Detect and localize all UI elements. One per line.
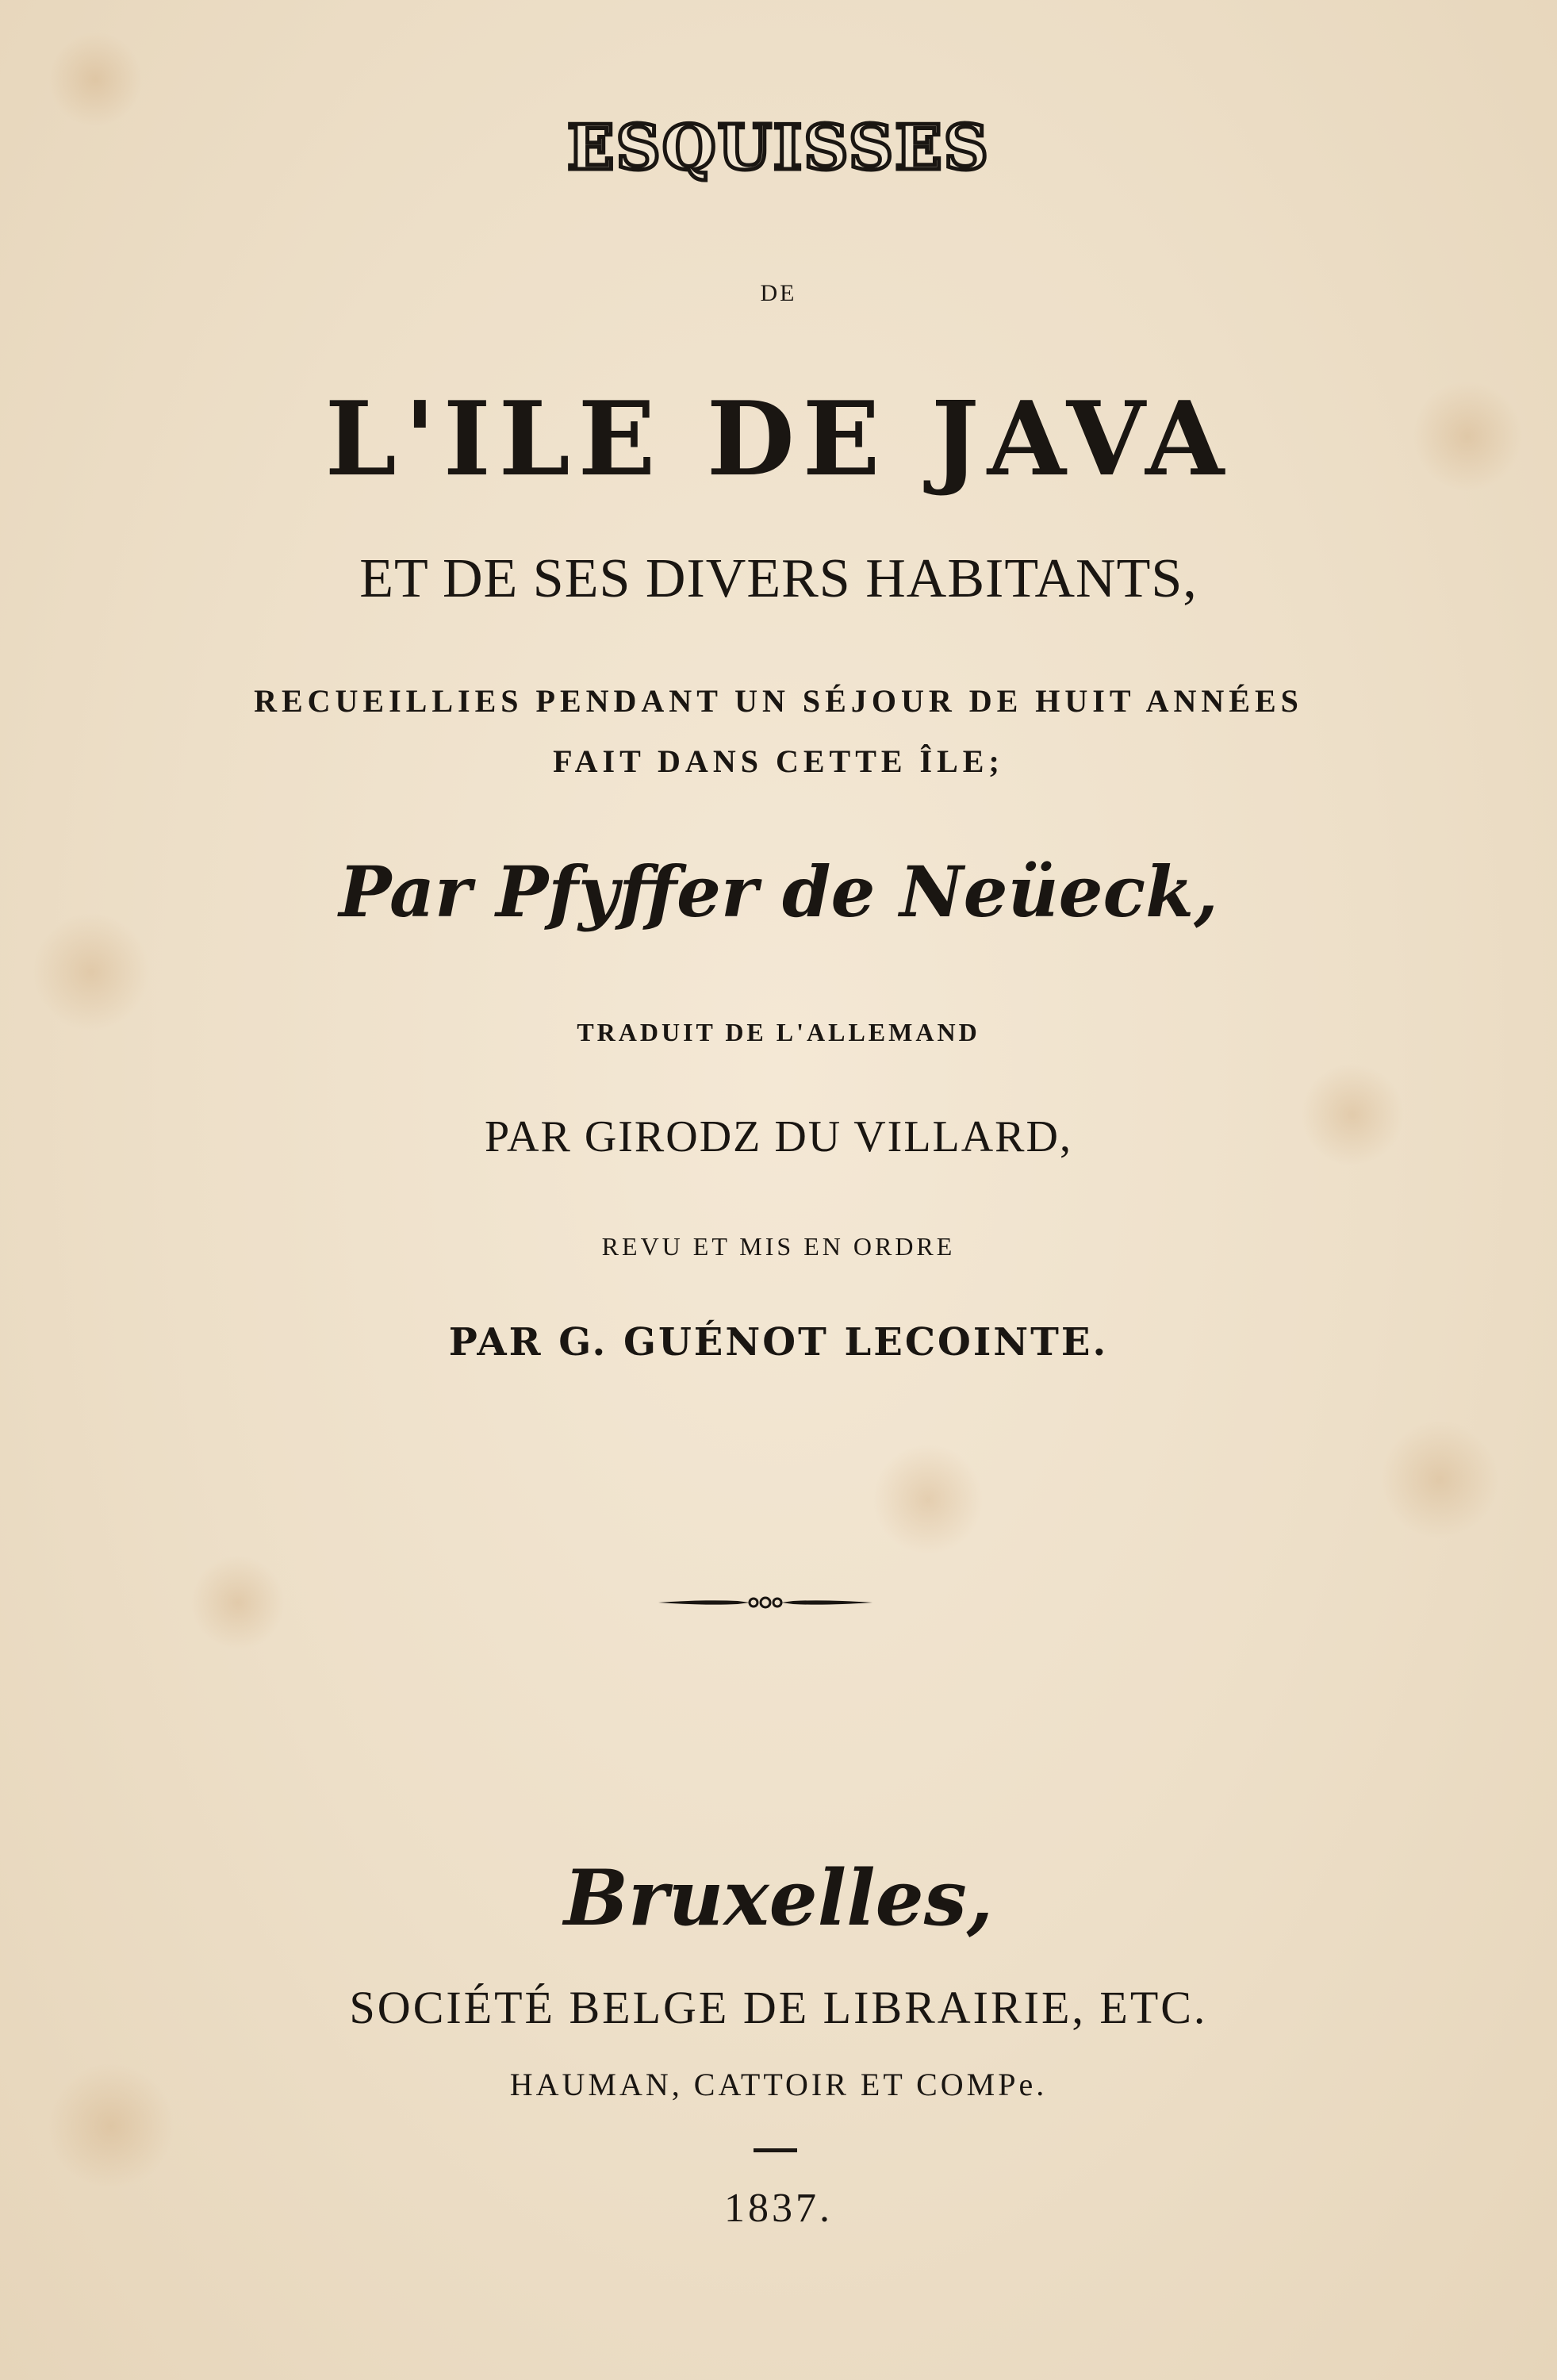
foxing-stain [872, 1444, 984, 1555]
foxing-stain [190, 1555, 286, 1650]
translator-line: PAR GIRODZ DU VILLARD, [485, 1112, 1072, 1161]
small-de: DE [760, 280, 797, 306]
foxing-stain [32, 912, 151, 1031]
collected-line-1: RECUEILLIES PENDANT UN SÉJOUR DE HUIT ANNÉES [254, 683, 1303, 719]
translated-from: TRADUIT DE L'ALLEMAND [577, 1018, 980, 1046]
collected-line-2: FAIT DANS CETTE ÎLE; [553, 743, 1004, 779]
ornamental-rule [658, 1591, 872, 1614]
imprint-printers: HAUMAN, CATTOIR ET COMPe. [509, 2067, 1048, 2102]
imprint-city: Bruxelles, [563, 1853, 994, 1943]
author-line: Par Pfyffer de Neüeck, [339, 850, 1218, 933]
imprint-publisher: SOCIÉTÉ BELGE DE LIBRAIRIE, ETC. [349, 1982, 1208, 2033]
foxing-stain [1380, 1420, 1499, 1539]
heading-esquisses: ESQUISSES [567, 112, 990, 184]
editor-line: PAR G. GUÉNOT LECOINTE. [448, 1320, 1109, 1365]
main-title: L'ILE DE JAVA [324, 380, 1233, 499]
revised-line: REVU ET MIS EN ORDRE [601, 1232, 956, 1261]
foxing-stain [48, 32, 143, 127]
subtitle: ET DE SES DIVERS HABITANTS, [359, 548, 1198, 609]
imprint-year: 1837. [724, 2186, 833, 2231]
short-rule [754, 2148, 797, 2152]
